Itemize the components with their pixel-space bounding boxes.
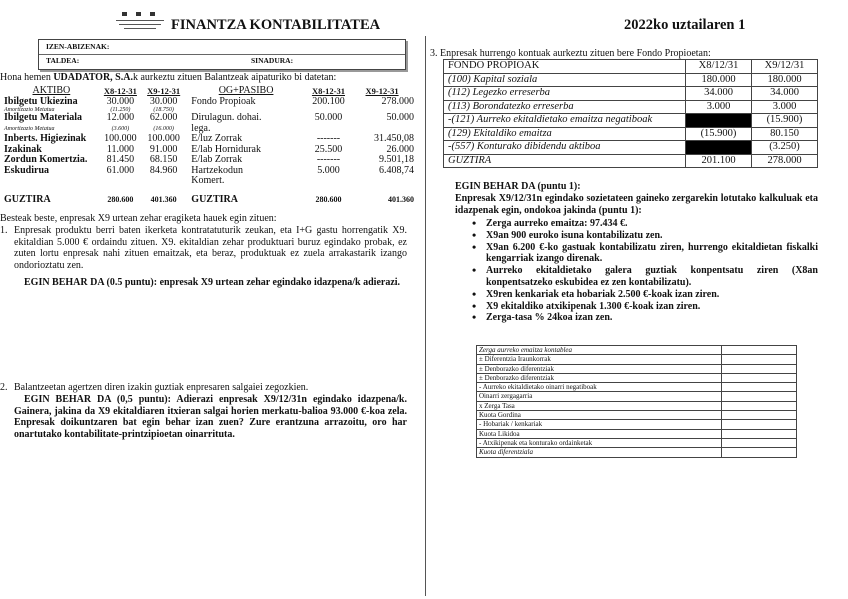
equity-value-x9: 34.000 bbox=[752, 87, 818, 101]
question-1-text: Enpresak produktu berri baten ikerketa kontratatuturik zeukan, eta I+G gastu horrengatik X9. ekitaldian 5.000 € ordaindu zituen. X9. ekitaldian zehar produktuari buruz egindako probak, ez zuten lortu enpresak nahi zituen emaitzak, eta beraz, produktuak ez zuela arrakastarik izango ondorioztatu zen. bbox=[14, 225, 407, 271]
balance-header-x8: X8-12-31 bbox=[103, 86, 137, 96]
equity-row bbox=[444, 73, 818, 87]
question-3-task-text: Enpresak X9/12/31n egindako sozietateen gaineko zergarekin lotutako kalkuluak eta idazpenak egin, ondokoa jakinda (puntu 1): bbox=[455, 193, 818, 216]
tax-calc-row bbox=[477, 401, 797, 410]
equity-value-x8: 201.100 bbox=[686, 154, 752, 168]
tax-calc-label: Kuota diferentziala bbox=[477, 448, 722, 457]
balance-depreciation-label: Amortizazio Metatua bbox=[4, 125, 55, 132]
tax-calc-value-cell bbox=[722, 411, 797, 420]
balance-header-x9: X9-12-31 bbox=[365, 86, 399, 96]
balance-header-assets: AKTIBO bbox=[32, 85, 71, 96]
balance-asset-x8: 100.000 bbox=[104, 133, 137, 144]
balance-sheet bbox=[4, 86, 414, 214]
equity-row bbox=[444, 114, 818, 128]
equity-table bbox=[443, 59, 818, 168]
equity-header-label: FONDO PROPIOAK bbox=[444, 60, 686, 74]
tax-calc-label: ± Diferentzia Iraunkorrak bbox=[477, 355, 722, 364]
balance-total-asset-x9: 401.360 bbox=[150, 194, 177, 204]
balance-depreciation-x8: (3.600) bbox=[111, 125, 130, 132]
equity-value-x8: 3.000 bbox=[686, 100, 752, 114]
condition-item: • Aurreko ekitaldietako galera guztiak konpentsatu ziren (X8an konpentsatzeko eskubidea ez zen kontabilizatu). bbox=[486, 265, 818, 289]
tax-calc-row bbox=[477, 373, 797, 382]
group-field-label: TALDEA: bbox=[46, 56, 80, 65]
balance-liability-x8: ------- bbox=[316, 133, 341, 144]
equity-header-x9: X9/12/31 bbox=[752, 60, 818, 74]
tax-calc-row bbox=[477, 364, 797, 373]
signature-field-label: SINADURA: bbox=[251, 56, 294, 65]
balance-total-liab-x8: 280.600 bbox=[315, 194, 342, 204]
equity-account-label: -(121) Aurreko ekitaldietako emaitza negatiboak bbox=[444, 114, 686, 128]
condition-item: • X9ren kenkariak eta hobariak 2.500 €-koak izan ziren. bbox=[486, 289, 818, 301]
equity-row bbox=[444, 100, 818, 114]
tax-calc-value-cell bbox=[722, 364, 797, 373]
balance-asset-x9: 100.000 bbox=[147, 133, 180, 144]
balance-liability-name: E/lab Zorrak bbox=[191, 154, 243, 165]
tax-calc-row bbox=[477, 411, 797, 420]
equity-value-x9: (15.900) bbox=[752, 114, 818, 128]
balance-liability-x9: 278.000 bbox=[381, 95, 414, 107]
balance-depreciation-x8: (11.250) bbox=[110, 107, 131, 113]
balance-asset-name: Ibilgetu Materiala bbox=[4, 112, 83, 123]
question-3-conditions bbox=[468, 218, 818, 324]
balance-asset-x8: 12.000 bbox=[106, 112, 135, 123]
balance-asset-x9: 30.000 bbox=[149, 95, 178, 107]
balance-liability-x8: 200.100 bbox=[312, 95, 345, 107]
equity-account-label: (129) Ekitaldiko emaitza bbox=[444, 127, 686, 141]
equity-row bbox=[444, 141, 818, 155]
tax-calc-label: x Zerga Tasa bbox=[477, 401, 722, 410]
balance-liability-name: Hartzekodun bbox=[191, 164, 243, 176]
student-id-box bbox=[38, 39, 406, 70]
balance-intro: Hona hemen UDADATOR, S.A.k aurkeztu zituen Balantzeak aipaturiko bi datetan: bbox=[0, 72, 337, 83]
balance-total-liab-x9: 401.360 bbox=[388, 194, 414, 204]
balance-liability-x9: 31.450,08 bbox=[374, 133, 414, 144]
tax-calc-label: - Atxikipenak eta konturako ordainketak bbox=[477, 438, 722, 447]
tax-calc-value-cell bbox=[722, 429, 797, 438]
equity-header-x8: X8/12/31 bbox=[686, 60, 752, 74]
document-date: 2022ko uztailaren 1 bbox=[624, 17, 746, 33]
balance-asset-x8: 30.000 bbox=[106, 95, 135, 107]
tax-calc-value-cell bbox=[722, 392, 797, 401]
balance-depreciation-x9: (18.750) bbox=[153, 107, 174, 113]
tax-calc-label: - Hobariak / kenkariak bbox=[477, 420, 722, 429]
balance-asset-x9: 91.000 bbox=[149, 143, 178, 155]
equity-value-x8: (15.900) bbox=[686, 127, 752, 141]
equity-account-label: (112) Legezko erreserba bbox=[444, 87, 686, 101]
balance-header-liabilities: OG+PASIBO bbox=[218, 85, 274, 96]
equity-row bbox=[444, 127, 818, 141]
equity-account-label: (100) Kapital soziala bbox=[444, 73, 686, 87]
tax-calc-value-cell bbox=[722, 420, 797, 429]
balance-liability-x9: 6.408,74 bbox=[379, 164, 414, 176]
company-name: UDADATOR, S.A. bbox=[53, 72, 133, 83]
balance-asset-name: Eskudirua bbox=[4, 164, 50, 176]
balance-row bbox=[4, 113, 414, 124]
balance-asset-x8: 61.000 bbox=[106, 164, 135, 176]
question-1-task: EGIN BEHAR DA (0.5 puntu): enpresak X9 urtean zehar egindako idazpena/k adierazi. bbox=[24, 277, 401, 288]
tax-calc-label: Oinarri zergagarria bbox=[477, 392, 722, 401]
condition-item: • X9 ekitaldiko atxikipenak 1.300 €-koak izan ziren. bbox=[486, 301, 818, 313]
balance-asset-x8: 11.000 bbox=[106, 143, 134, 155]
tax-calc-label: ± Denborazko diferentziak bbox=[477, 373, 722, 382]
government-logo bbox=[116, 11, 164, 31]
tax-calc-value-cell bbox=[722, 438, 797, 447]
equity-value-x8: 34.000 bbox=[686, 87, 752, 101]
question-2-text: Balantzeetan agertzen diren izakin guztiak enpresaren salgaiei zegozkien. bbox=[14, 382, 309, 393]
tax-calc-value-cell bbox=[722, 346, 797, 355]
equity-value-x8: 180.000 bbox=[686, 73, 752, 87]
balance-depreciation-x8 bbox=[99, 176, 142, 187]
equity-table-header bbox=[444, 60, 818, 74]
balance-depreciation-label: Amortizazio Metatua bbox=[4, 107, 55, 113]
equity-row bbox=[444, 154, 818, 168]
condition-item: • X9an 900 euroko isuna kontabilizatu zen. bbox=[486, 230, 818, 242]
balance-asset-name: Inberts. Higiezinak bbox=[4, 133, 87, 144]
balance-depreciation-x9 bbox=[142, 176, 185, 187]
balance-liability-x8: ------- bbox=[316, 154, 341, 165]
tax-calculation-table bbox=[476, 345, 797, 458]
balance-liability-x8: 5.000 bbox=[317, 164, 340, 176]
tax-calc-label: Zerga aurreko emaitza kontablea bbox=[477, 346, 722, 355]
tax-calc-row bbox=[477, 383, 797, 392]
equity-value-x9: 80.150 bbox=[752, 127, 818, 141]
equity-value-x8 bbox=[686, 141, 752, 155]
balance-depreciation-x9: (16.000) bbox=[153, 125, 174, 132]
balance-asset-x8: 81.450 bbox=[106, 154, 135, 165]
balance-asset-name: Zordun Komertzia. bbox=[4, 154, 88, 165]
equity-account-label: -(557) Konturako dibidendu aktiboa bbox=[444, 141, 686, 155]
balance-row bbox=[4, 155, 414, 166]
document-title: FINANTZA KONTABILITATEA bbox=[171, 17, 381, 33]
balance-liability-x8: 25.500 bbox=[314, 143, 343, 155]
balance-liability-x9: 26.000 bbox=[386, 143, 414, 155]
tax-calc-row bbox=[477, 346, 797, 355]
equity-account-label: GUZTIRA bbox=[444, 154, 686, 168]
operations-intro: Besteak beste, enpresak X9 urtean zehar eragiketa hauek egin zituen: bbox=[0, 213, 277, 224]
equity-value-x9: 278.000 bbox=[752, 154, 818, 168]
balance-header-x9: X9-12-31 bbox=[147, 86, 181, 96]
balance-depreciation-label bbox=[4, 176, 99, 187]
balance-empty bbox=[350, 176, 414, 187]
balance-liability-x8: 50.000 bbox=[314, 112, 343, 123]
balance-row bbox=[4, 134, 414, 145]
equity-value-x8 bbox=[686, 114, 752, 128]
tax-calc-row bbox=[477, 438, 797, 447]
condition-item: • Zerga aurreko emaitza: 97.434 €. bbox=[486, 218, 818, 230]
balance-liability-name: Fondo Propioak bbox=[191, 95, 256, 107]
balance-subrow bbox=[4, 176, 414, 187]
balance-asset-name: Ibilgetu Ukiezina bbox=[4, 95, 78, 107]
balance-asset-name: Izakinak bbox=[4, 143, 42, 155]
tax-calc-row bbox=[477, 448, 797, 457]
name-field-label: IZEN-ABIZENAK: bbox=[46, 42, 110, 51]
balance-liability-name: Dirulagun. dohai. bbox=[191, 112, 262, 123]
tax-calc-value-cell bbox=[722, 355, 797, 364]
tax-calc-value-cell bbox=[722, 448, 797, 457]
tax-calc-row bbox=[477, 420, 797, 429]
condition-item: • Zerga-tasa % 24koa izan zen. bbox=[486, 312, 818, 324]
balance-total-row bbox=[4, 195, 414, 206]
tax-calc-row bbox=[477, 429, 797, 438]
balance-row bbox=[4, 97, 414, 108]
question-1-number: 1. bbox=[0, 225, 8, 236]
equity-value-x9: (3.250) bbox=[752, 141, 818, 155]
balance-total-label: GUZTIRA bbox=[191, 193, 238, 205]
balance-liability-name: E/lab Hornidurak bbox=[191, 143, 261, 155]
balance-header-row bbox=[4, 86, 414, 97]
equity-value-x9: 180.000 bbox=[752, 73, 818, 87]
balance-asset-x9: 84.960 bbox=[149, 164, 178, 176]
tax-calc-label: Kuota Likidoa bbox=[477, 429, 722, 438]
question-2-number: 2. bbox=[0, 382, 8, 393]
balance-liability-name-cont: lega. bbox=[191, 122, 211, 134]
tax-calc-label: ± Denborazko diferentziak bbox=[477, 364, 722, 373]
equity-row bbox=[444, 87, 818, 101]
equity-value-x9: 3.000 bbox=[752, 100, 818, 114]
question-3-task-title: EGIN BEHAR DA (puntu 1): bbox=[455, 181, 581, 192]
balance-empty bbox=[307, 176, 350, 187]
balance-total-asset-x8: 280.600 bbox=[107, 194, 134, 204]
tax-calc-label: Kuota Gordina bbox=[477, 411, 722, 420]
condition-item: • X9an 6.200 €-ko gastuak kontabilizatu ziren, hurrengo ekitaldietan fiskalki kengarriak izango direnak. bbox=[486, 242, 818, 266]
equity-account-label: (113) Borondatezko erreserba bbox=[444, 100, 686, 114]
tax-calc-row bbox=[477, 392, 797, 401]
question-3-intro: 3. Enpresak hurrengo kontuak aurkeztu zituen bere Fondo Propioetan: bbox=[430, 48, 711, 59]
tax-calc-label: - Aurreko ekitaldietako oinarri negatiboak bbox=[477, 383, 722, 392]
tax-calc-value-cell bbox=[722, 383, 797, 392]
balance-liability-x9: 9.501,18 bbox=[379, 154, 414, 165]
balance-total-label: GUZTIRA bbox=[4, 193, 51, 205]
tax-calc-value-cell bbox=[722, 401, 797, 410]
tax-calc-row bbox=[477, 355, 797, 364]
balance-asset-x9: 68.150 bbox=[149, 154, 178, 165]
balance-liability-name-cont: Komert. bbox=[191, 175, 225, 186]
balance-liability-x9: 50.000 bbox=[386, 112, 414, 123]
balance-header-x8: X8-12-31 bbox=[311, 86, 345, 96]
balance-liability-name: E/luz Zorrak bbox=[191, 133, 243, 144]
column-divider bbox=[425, 36, 426, 596]
question-2-task: EGIN BEHAR DA (0,5 puntu): Adierazi enpresak X9/12/31n egindako idazpena/k. Gainera, jakina da X9 ekitaldiaren itxieran salgai horien merkatu-balioa 93.000 €-koa zela. Enpresak doikuntzaren bat egin behar izan zuen? Zure erantzuna arrazoitu, oro har onartutako kontabilitate-printzipioetan oinarrituta. bbox=[14, 394, 407, 440]
tax-calc-value-cell bbox=[722, 373, 797, 382]
balance-asset-x9: 62.000 bbox=[149, 112, 178, 123]
